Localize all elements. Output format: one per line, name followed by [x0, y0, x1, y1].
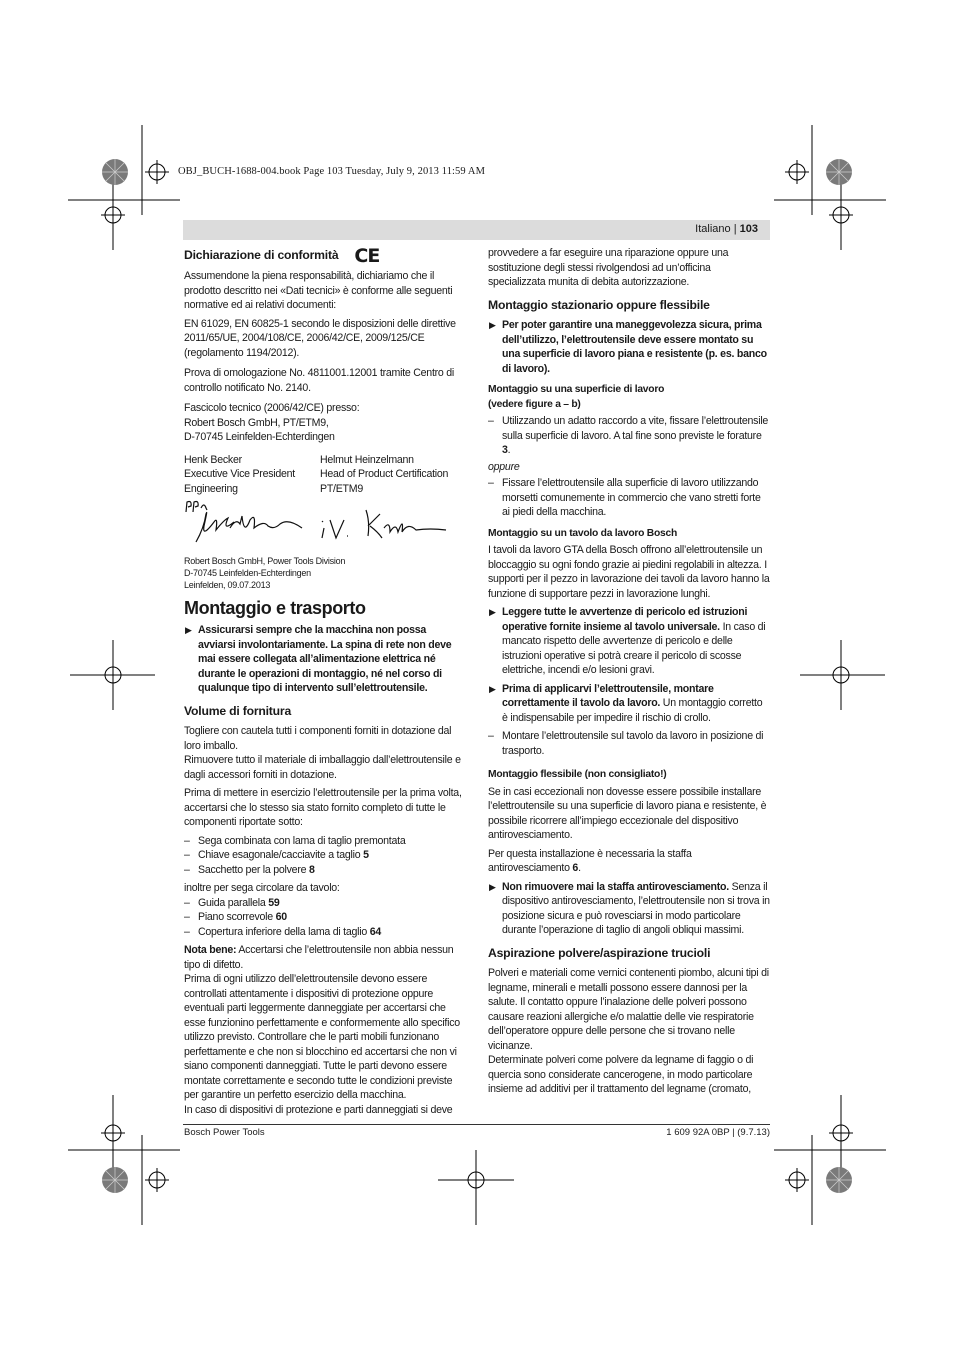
list-item: – Guida parallela 59 [184, 896, 280, 909]
print-slug: OBJ_BUCH-1688-004.book Page 103 Tuesday, July 9, 2013 11:59 AM [178, 166, 486, 177]
tech-file-line-3: D-70745 Leinfelden-Echterdingen [184, 431, 335, 444]
delivery-p2: Rimuovere tutto il materiale di imballaggio dall’elettroutensile e dagli accessori forniti in dotazione. [184, 754, 461, 781]
triangle-bullet-icon: ▶ [489, 320, 496, 330]
dust-p2: Determinate polveri come polvere da legname di faggio o di quercia sono considerate cancerogene, in modo particolare insieme ad additivi per il trattamento del legname (cromato, [488, 1054, 754, 1095]
list-item: – Copertura inferiore della lama di taglio 64 [184, 925, 382, 938]
triangle-bullet-icon: ▶ [185, 625, 192, 636]
surface-heading: Montaggio su una superficie di lavoro (vedere figure a – b) [488, 384, 665, 410]
signatory-1-dept: Engineering [184, 482, 238, 495]
oppure-text: oppure [488, 460, 520, 473]
list-item: – Sega combinata con lama di taglio premontata [184, 834, 406, 847]
delivery-p3: Prima di mettere in esercizio l’elettroutensile per la prima volta, accertarsi che lo stesso sia stato fornito completo di tutte le componenti riportate sotto: [184, 787, 462, 829]
list-item: – Chiave esagonale/cacciavite a taglio 5 [184, 849, 369, 862]
bosch-table-heading: Montaggio su un tavolo da lavoro Bosch [488, 527, 678, 539]
signatories [184, 453, 466, 497]
table-saw-intro: inoltre per sega circolare da tavolo: [184, 882, 340, 895]
signature-address-1: Robert Bosch GmbH, Power Tools Division [184, 555, 346, 566]
check-text: Prima di ogni utilizzo dell’elettroutensile devono essere controllati attentamente i dispositivi di protezione oppure eventuali parti leggermente danneggiate per accertarsi che esse funzionino perfettamente e conformemente allo specifico utilizzo previsto. Controllare che le parti mobili funzionano perfettamente e che non si blocchino ed accertarsi che non vi siano componenti danneggiati. Tutte le parti devono essere montate correttamente e secondo tutte le condizioni previste per garantire un perfetto esercizio della macchina. [184, 973, 460, 1102]
signature-place-date: Leinfelden, 09.07.2013 [184, 579, 271, 590]
mount-warning: ▶ Per poter garantire una maneggevolezza sicura, prima dell’utilizzo, l’elettroutensile deve essere montato su una superficie di lavoro piana e resistente (p. es. banco di lavoro). [489, 319, 767, 375]
triangle-bullet-icon: ▶ [489, 683, 496, 694]
approval-text: Prova di omologazione No. 4811001.12001 tramite Centro di controllo notificato No. 2140. [184, 367, 454, 394]
triangle-bullet-icon: ▶ [489, 881, 496, 892]
bosch-table-text: I tavoli da lavoro GTA della Bosch offrono all’elettroutensile un bloccaggio su ogni fondo grazie ai piedini regolabili in altezza. I supporti per il pezzo in lavorazione dei tavoli da lavoro hanno la funzione di supportare pezzi in lavorazione lunghi. [488, 544, 770, 600]
conformity-heading: Dichiarazione di conformità CE [184, 244, 380, 267]
tech-file-line-2: Robert Bosch GmbH, PT/ETM9, [184, 416, 329, 429]
list-item: – Montare l’elettroutensile sul tavolo da lavoro in posizione di trasporto. [488, 730, 764, 757]
delivery-p1: Togliere con cautela tutti i componenti forniti in dotazione dal loro imballo. [184, 725, 452, 752]
running-header [695, 223, 758, 235]
flex-warning: ▶ Non rimuovere mai la staffa antirovesciamento. Senza il dispositivo antirovesciamento, l’elettroutensile non si trova in posizione sicura e può rovesciarsi in modo particolare durante l’operazione di taglio di angoli obliqui massimi. [489, 880, 770, 936]
footer-left: Bosch Power Tools [184, 1127, 265, 1138]
conformity-norms: EN 61029, EN 60825-1 secondo le disposizioni delle direttive 2011/65/UE, 2004/108/CE, 2006/42/CE, 2009/125/CE (regolamento 1194/2012). [184, 317, 456, 359]
list-item: – Piano scorrevole 60 [184, 911, 287, 924]
signature-address-2: D-70745 Leinfelden-Echterdingen [184, 567, 311, 578]
right-column [488, 246, 770, 1097]
tech-file-line-1: Fascicolo tecnico (2006/42/CE) presso: [184, 402, 360, 415]
list-item: – Utilizzando un adatto raccordo a vite, fissare l’elettroutensile sulla superficie di lavoro. A tal fine sono previste le forature 3. [488, 415, 769, 456]
section-title-assembly: Montaggio e trasporto [184, 597, 366, 618]
signatory-2-role: Head of Product Certification [320, 468, 449, 481]
mount-heading: Montaggio stazionario oppure flessibile [488, 297, 710, 312]
signatory-2-name: Helmut Heinzelmann [320, 453, 414, 466]
footer-right: 1 609 92A 0BP | (9.7.13) [666, 1127, 770, 1138]
left-column [184, 246, 466, 1117]
header-language: Italiano [695, 223, 731, 235]
dust-p1: Polveri e materiali come vernici contenenti piombo, alcuni tipi di legname, minerali e metalli possono essere dannosi per la salute. Il contatto oppure l’inalazione delle polveri possono causare reazioni allergiche e/o malattie delle vie respiratorie dell’operatore oppure delle persone che si trovano nelle vicinanze. [488, 967, 769, 1052]
footer-rule [183, 1124, 770, 1125]
table-warning-1: ▶ Leggere tutte le avvertenze di pericolo ed istruzioni operative fornite insieme al tavolo universale. In caso di mancato rispetto delle avvertenze di pericolo e delle istruzioni operative si potrà creare il pericolo di scosse elettriche, incendi e/o lesioni gravi. [489, 606, 766, 676]
conformity-text: Assumendone la piena responsabilità, dichiariamo che il prodotto descritto nei «Dati tecnici» è conforme alle seguenti normative ed ai relativi documenti: [184, 270, 453, 312]
ce-mark-icon: CE [354, 244, 380, 267]
header-bar [183, 220, 770, 240]
list-item: – Fissare l’elettroutensile alla superficie di lavoro utilizzando morsetti comunemente in commercio che vano stretti forte ai piedi della macchina. [488, 477, 761, 518]
handwritten-signatures [184, 498, 454, 550]
flex-heading: Montaggio flessibile (non consigliato!) [488, 769, 667, 780]
dust-heading: Aspirazione polvere/aspirazione trucioli [488, 945, 711, 960]
delivery-heading: Volume di fornitura [184, 703, 292, 718]
triangle-bullet-icon: ▶ [489, 607, 496, 617]
table-warning-2: ▶ Prima di applicarvi l’elettroutensile, montare correttamente il tavolo da lavoro. Un montaggio corretto è indispensabile per impedire il rischio di crollo. [489, 682, 763, 724]
list-item: – Sacchetto per la polvere 8 [184, 863, 315, 876]
flex-text: Se in casi eccezionali non dovesse essere possibile installare l’elettroutensile su una superficie di lavoro piana e resistente, è possibile ricorrere all’impiego eccezionale del dispositivo antirovesciamento. [488, 785, 767, 841]
damaged-text: In caso di dispositivi di protezione e parti danneggiati si deve [184, 1103, 453, 1116]
signatory-1-name: Henk Becker [184, 453, 242, 466]
assembly-warning: ▶ Assicurarsi sempre che la macchina non possa avviarsi involontariamente. La spina di rete non deve mai essere collegata all’alimentazione elettrica né durante le operazioni di montaggio, né nel corso di qualunque tipo di intervento sull’elettroutensile. [185, 624, 452, 695]
flex-text-2: Per questa installazione è necessaria la staffa antirovesciamento 6. [488, 847, 692, 874]
signatory-1-role: Executive Vice President [184, 468, 295, 481]
header-separator: | [730, 223, 740, 235]
page-number: 103 [739, 223, 758, 235]
note-text: Nota bene: Accertarsi che l’elettroutensile non abbia nessun tipo di difetto. [184, 944, 454, 971]
continued-text: provvedere a far eseguire una riparazione oppure una sostituzione degli stessi rivolgendosi ad un’officina specializzata munita di debita autorizzazione. [488, 247, 729, 288]
signatory-2-dept: PT/ETM9 [320, 482, 363, 495]
